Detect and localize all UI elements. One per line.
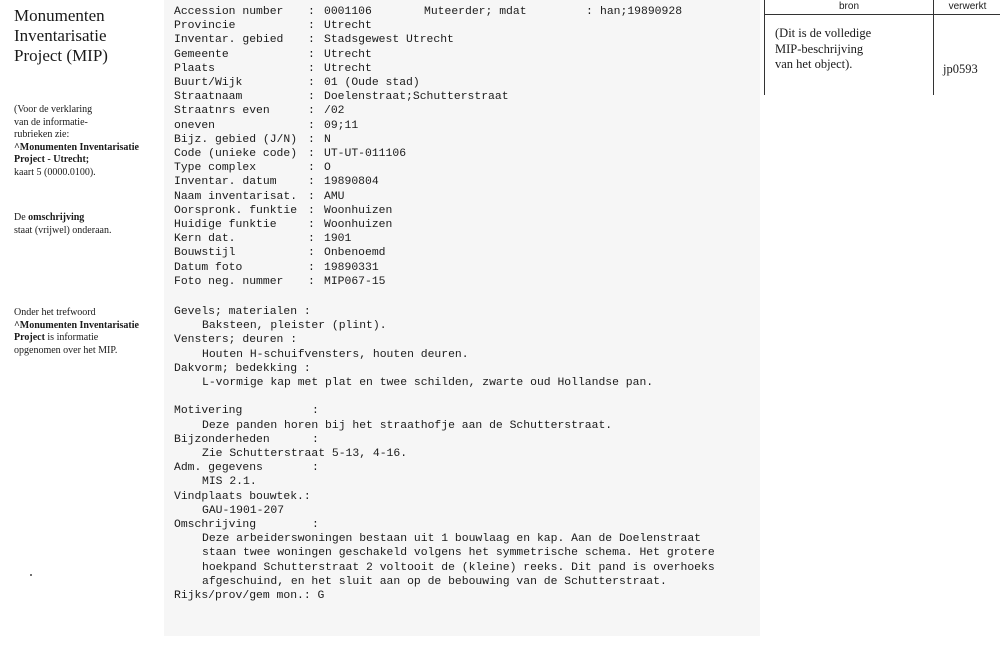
note-line-bold: ^Monumenten Inventarisatie (14, 141, 139, 153)
field-value: 19890331 (324, 261, 379, 274)
field-value: 09;11 (324, 119, 359, 132)
field-row (174, 62, 574, 76)
field-label: Buurt/Wijk (174, 77, 243, 89)
field-value: Doelenstraat;Schutterstraat (324, 91, 509, 104)
section-text-omschrijving: hoekpand Schutterstraat 2 voltooit de (kleine) reeks. Dit pand is overhoeks (202, 561, 715, 574)
field-label: Code (unieke code) (174, 148, 298, 160)
field-value: 01 (Oude stad) (324, 77, 420, 89)
field-row (174, 48, 574, 62)
field-separator: : (308, 219, 315, 231)
field-row (174, 161, 574, 175)
field-separator: : (308, 190, 315, 203)
field-separator: : (308, 275, 315, 288)
field-separator: : (308, 247, 315, 260)
section-text-dakvorm: L-vormige kap met plat en twee schilden, zwarte oud Hollandse pan. (202, 377, 654, 389)
bron-line: van het object). (775, 57, 853, 71)
field-label: Gemeente (174, 48, 229, 61)
field-separator: : (308, 162, 315, 175)
field-value: 0001106 (324, 6, 372, 18)
field-separator: : (308, 20, 315, 33)
field-row (174, 232, 574, 246)
field-value: 1901 (324, 233, 352, 246)
section-text-omschrijving: afgeschuind, en het sluit aan op de bebouwing van de Schutterstraat. (202, 575, 667, 588)
section-label-dakvorm: Dakvorm; bedekking : (174, 362, 311, 375)
field-row (174, 218, 574, 232)
sidebar-title-line: Project (MIP) (14, 46, 108, 65)
label-text: Motivering (174, 405, 243, 418)
field-label: Provincie (174, 20, 236, 33)
field-row (174, 275, 574, 289)
section-text-omschrijving: staan twee woningen geschakeld volgens het symmetrische schema. Het grotere (202, 547, 715, 560)
field-separator: : (308, 77, 315, 89)
field-separator: : (586, 6, 593, 18)
note-text: Onder het trefwoord (14, 307, 96, 318)
section-label-vensters: Vensters; deuren : (174, 334, 298, 347)
section-label-adm (174, 461, 334, 475)
field-value: Utrecht (324, 20, 372, 33)
field-row (174, 104, 574, 118)
field-value: Onbenoemd (324, 247, 386, 260)
field-label: Foto neg. nummer (174, 275, 284, 288)
field-label: Kern dat. (174, 233, 236, 246)
field-row (174, 119, 574, 133)
field-label: Type complex (174, 162, 257, 175)
header-verwerkt: verwerkt (948, 1, 987, 12)
field-row (174, 147, 574, 161)
note-line: kaart 5 (0000.0100). (14, 166, 96, 178)
section-text-bijzonderheden: Zie Schutterstraat 5-13, 4-16. (202, 448, 408, 460)
note-text: De (14, 212, 29, 223)
field-value: Woonhuizen (324, 219, 393, 231)
sidebar-title-line: Inventarisatie (14, 26, 107, 45)
section-label-bijzonderheden (174, 433, 334, 447)
field-value: Utrecht (324, 62, 372, 75)
field-separator: : (308, 34, 315, 47)
field-label: Straatnaam (174, 91, 243, 104)
field-row (174, 90, 574, 104)
muteerder-label: Muteerder; mdat (424, 6, 527, 18)
section-text-omschrijving: Deze arbeiderswoningen bestaan uit 1 bouwlaag en kap. Aan de Doelenstraat (202, 533, 701, 546)
field-separator: : (308, 233, 315, 246)
note-text: staat (vrijwel) onderaan. (14, 224, 112, 236)
section-text-motivering: Deze panden horen bij het straathofje aan de Schutterstraat. (202, 419, 613, 432)
field-separator: : (308, 119, 315, 132)
label-colon: : (312, 462, 319, 475)
header-bron: bron (838, 1, 859, 12)
field-separator: : (308, 48, 315, 61)
sidebar-note-legend (14, 104, 162, 179)
section-text-vensters: Houten H-schuifvensters, houten deuren. (202, 348, 469, 361)
field-row (174, 19, 574, 33)
section-text-vindplaats: GAU-1901-207 (202, 504, 285, 517)
field-label: Plaats (174, 62, 216, 75)
field-value: Woonhuizen (324, 204, 393, 217)
field-separator: : (308, 148, 315, 160)
field-separator: : (308, 91, 315, 104)
field-value: UT-UT-011106 (324, 148, 407, 160)
field-value: 19890804 (324, 176, 379, 189)
label-colon: : (312, 519, 319, 531)
field-separator: : (308, 261, 315, 274)
divider (765, 14, 1000, 15)
note-line: van de informatie- (14, 116, 88, 128)
bron-line: MIP-beschrijving (775, 41, 864, 56)
field-row (174, 246, 574, 260)
field-separator: : (308, 204, 315, 217)
note-bold: ^Monumenten Inventarisatie (14, 319, 139, 331)
note-text: is informatie (44, 332, 99, 343)
field-label: Inventar. datum (174, 176, 277, 189)
note-line: (Voor de verklaring (14, 104, 93, 115)
note-bold: Project (14, 332, 45, 343)
field-label: Naam inventarisat. (174, 190, 298, 203)
blank-box (14, 372, 164, 507)
field-value: Stadsgewest Utrecht (324, 34, 454, 47)
field-separator: : (308, 6, 315, 18)
note-bold: omschrijving (28, 212, 85, 223)
field-value: N (324, 133, 331, 146)
field-value: Utrecht (324, 48, 372, 61)
bron-line: (Dit is de volledige (775, 26, 872, 40)
field-value: O (324, 162, 331, 175)
field-row (174, 190, 574, 204)
label-text: Omschrijving (174, 519, 257, 531)
bron-text (775, 26, 925, 73)
field-row (174, 133, 574, 147)
note-line: rubrieken zie: (14, 129, 70, 140)
field-row (174, 175, 574, 189)
field-separator: : (308, 133, 315, 146)
field-label: Datum foto (174, 261, 243, 274)
sidebar-title-line: Monumenten (14, 6, 105, 25)
field-label: Inventar. gebied (174, 34, 284, 47)
field-separator: : (308, 105, 315, 118)
field-row (174, 204, 574, 218)
verwerkt-value: jp0593 (943, 62, 978, 76)
section-text-gevels: Baksteen, pleister (plint). (202, 320, 387, 333)
label-colon: : (312, 433, 319, 446)
section-label-vindplaats: Vindplaats bouwtek.: (174, 490, 311, 503)
label-text: Bijzonderheden (174, 433, 270, 446)
field-label: Huidige funktie (174, 219, 277, 231)
field-label: oneven (174, 119, 216, 132)
label-colon: : (312, 405, 319, 418)
section-label-motivering (174, 404, 334, 418)
note-line-bold: Project - Utrecht; (14, 154, 90, 165)
section-label-rijks: Rijks/prov/gem mon.: G (174, 590, 325, 602)
field-value: AMU (324, 190, 345, 203)
section-label-gevels: Gevels; materialen : (174, 306, 311, 318)
field-row (174, 261, 574, 275)
field-value: /02 (324, 105, 345, 118)
speck (30, 574, 32, 576)
sidebar-note-keyword (14, 307, 162, 357)
field-separator: : (308, 176, 315, 189)
field-label: Accession number (174, 6, 284, 18)
note-text: opgenomen over het MIP. (14, 344, 118, 356)
label-text: Adm. gegevens (174, 462, 263, 475)
field-label: Oorspronk. funktie (174, 204, 298, 217)
field-row-accession (174, 5, 734, 19)
sidebar-note-description (14, 212, 162, 237)
field-value: MIP067-15 (324, 275, 386, 288)
divider (933, 0, 934, 95)
field-row (174, 76, 574, 90)
field-row (174, 33, 574, 47)
field-label: Bijz. gebied (J/N) (174, 133, 298, 146)
section-label-omschrijving (174, 518, 334, 532)
source-box (764, 0, 1000, 95)
field-separator: : (308, 62, 315, 75)
field-label: Bouwstijl (174, 247, 236, 260)
muteerder-value: han;19890928 (600, 6, 683, 18)
sidebar-title (14, 6, 108, 66)
field-label: Straatnrs even (174, 105, 270, 118)
section-text-adm: MIS 2.1. (202, 476, 257, 489)
